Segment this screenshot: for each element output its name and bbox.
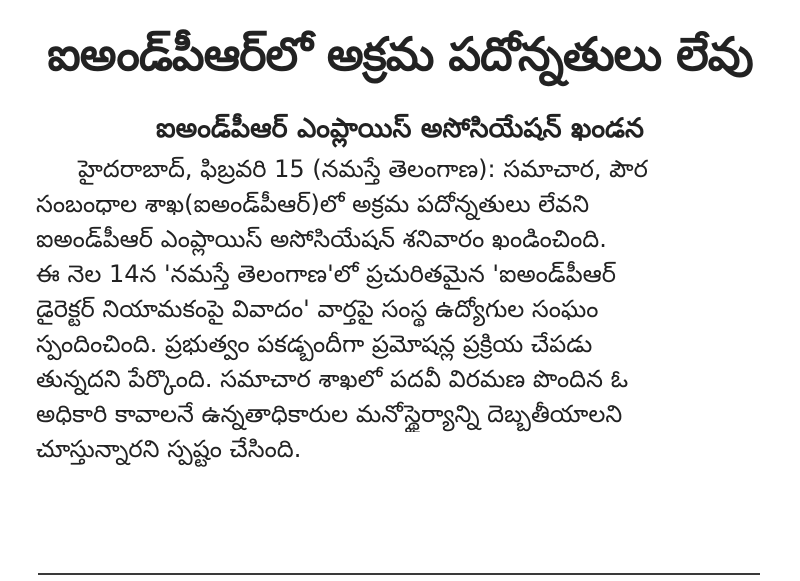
body-line: తున్నదని పేర్కొంది. సమాచార శాఖలో పదవీ విరమణ పొందిన ఓ: [36, 365, 629, 393]
body-line: చూస్తున్నారని స్పష్టం చేసింది.: [36, 435, 302, 463]
subheadline: ఐఅండ్‌పీఆర్ ఎంప్లాయిస్ అసోసియేషన్ ఖండన: [156, 113, 644, 144]
headline: ఐఅండ్‌పీఆర్‌లో అక్రమ పదోన్నతులు లేవు: [47, 27, 753, 81]
body-line: సంబంధాల శాఖ(ఐఅండ్‌పీఆర్)లో అక్రమ పదోన్నతులు లేవని: [36, 190, 590, 218]
body-line: ఐఅండ్‌పీఆర్ ఎంప్లాయిస్ అసోసియేషన్ శనివారం ఖండించింది.: [36, 225, 607, 253]
article-body: [36, 152, 771, 467]
body-line: అధికారి కావాలనే ఉన్నతాధికారుల మనోస్థైర్యాన్ని దెబ్బతీయాలని: [36, 400, 623, 428]
body-line: ఈ నెల 14న 'నమస్తే తెలంగాణ'లో ప్రచురితమైన 'ఐఅండ్‌పీఆర్: [36, 260, 617, 288]
bottom-divider: [38, 573, 760, 575]
body-line: హైదరాబాద్, ఫిబ్రవరి 15 (నమస్తే తెలంగాణ): సమాచార, పౌర: [78, 155, 648, 183]
body-line: డైరెక్టర్ నియామకంపై వివాదం' వార్తపై సంస్థ ఉద్యోగుల సంఘం: [36, 295, 599, 323]
body-line: స్పందించింది. ప్రభుత్వం పకడ్బందీగా ప్రమోషన్ల ప్రక్రియ చేపడు: [36, 330, 593, 358]
